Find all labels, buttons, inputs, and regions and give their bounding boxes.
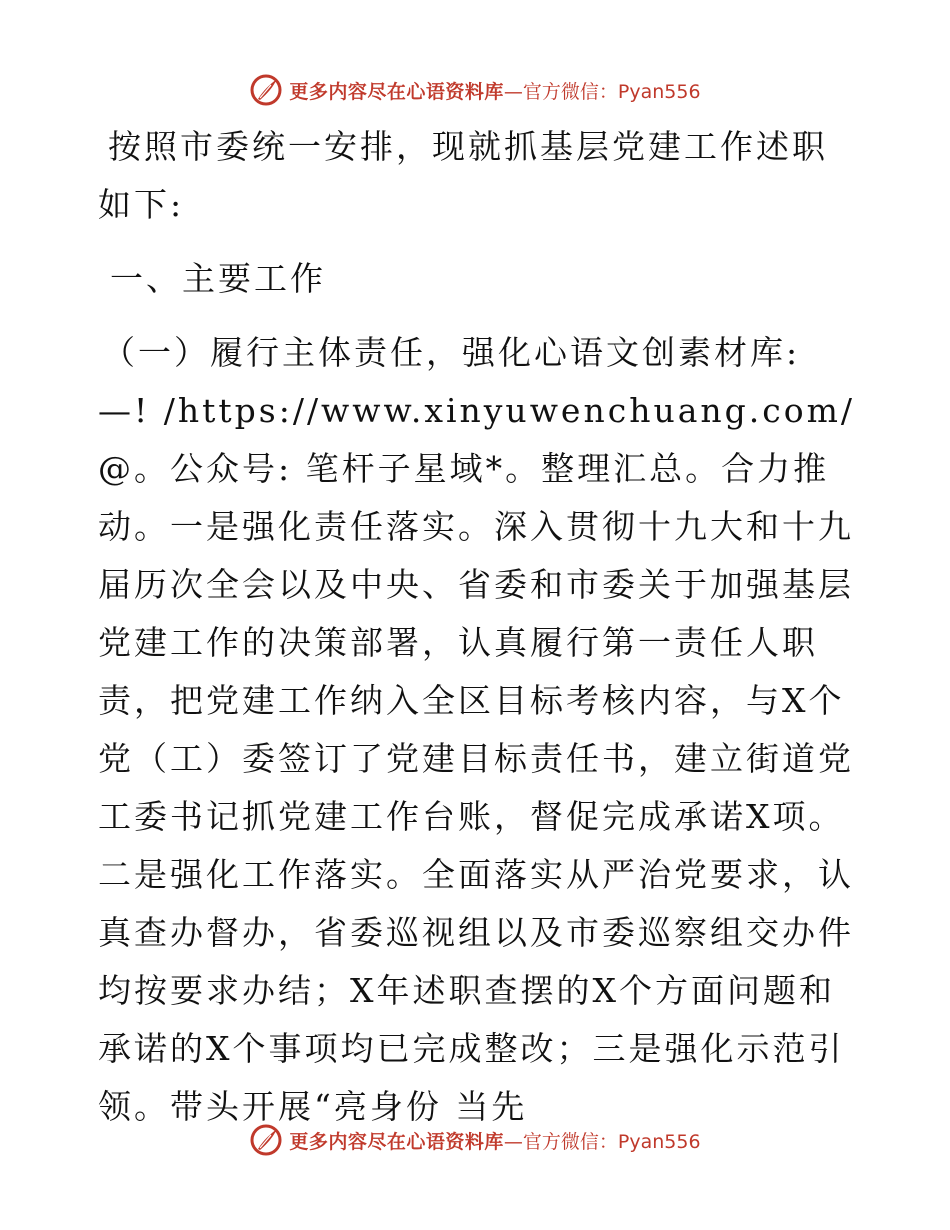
watermark-brand-text: 更多内容尽在心语资料库 [289, 1130, 504, 1153]
watermark-brand-text: 更多内容尽在心语资料库 [289, 80, 504, 103]
body-paragraph: （一）履行主体责任，强化心语文创素材库: —! /https://www.xinyuwenchuang.com/@。公众号: 笔杆子星域*。整理汇总。合力推动。一是强化责任落实。深入贯彻十九大和十九届历次全会以及中央、省委和市委关于加强基层党建工作的决策部署，认真履行第一责任人职责，把党建工作纳入全区目标考核内容，与X个党（工）委签订了党建目标责任书，建立街道党工委书记抓党建工作台账，督促完成承诺X项。二是强化工作落实。全面落实从严治党要求，认真查办督办，省委巡视组以及市委巡察组交办件均按要求办结；X年述职查摆的X个方面问题和承诺的X个事项均已完成整改；三是强化示范引领。带头开展“亮身份 当先 [98, 333, 856, 1126]
feather-pen-logo-icon [249, 1123, 283, 1157]
watermark-contact-text: —官方微信：Pyan556 [503, 80, 701, 103]
watermark-contact-text: —官方微信：Pyan556 [503, 1130, 701, 1153]
feather-pen-logo-icon [249, 73, 283, 107]
header-watermark [0, 70, 950, 110]
document-body [98, 118, 858, 1136]
footer-watermark [0, 1120, 950, 1160]
section-heading: 一、主要工作 [110, 259, 326, 298]
intro-paragraph: 按照市委统一安排，现就抓基层党建工作述职如下: [98, 127, 828, 224]
